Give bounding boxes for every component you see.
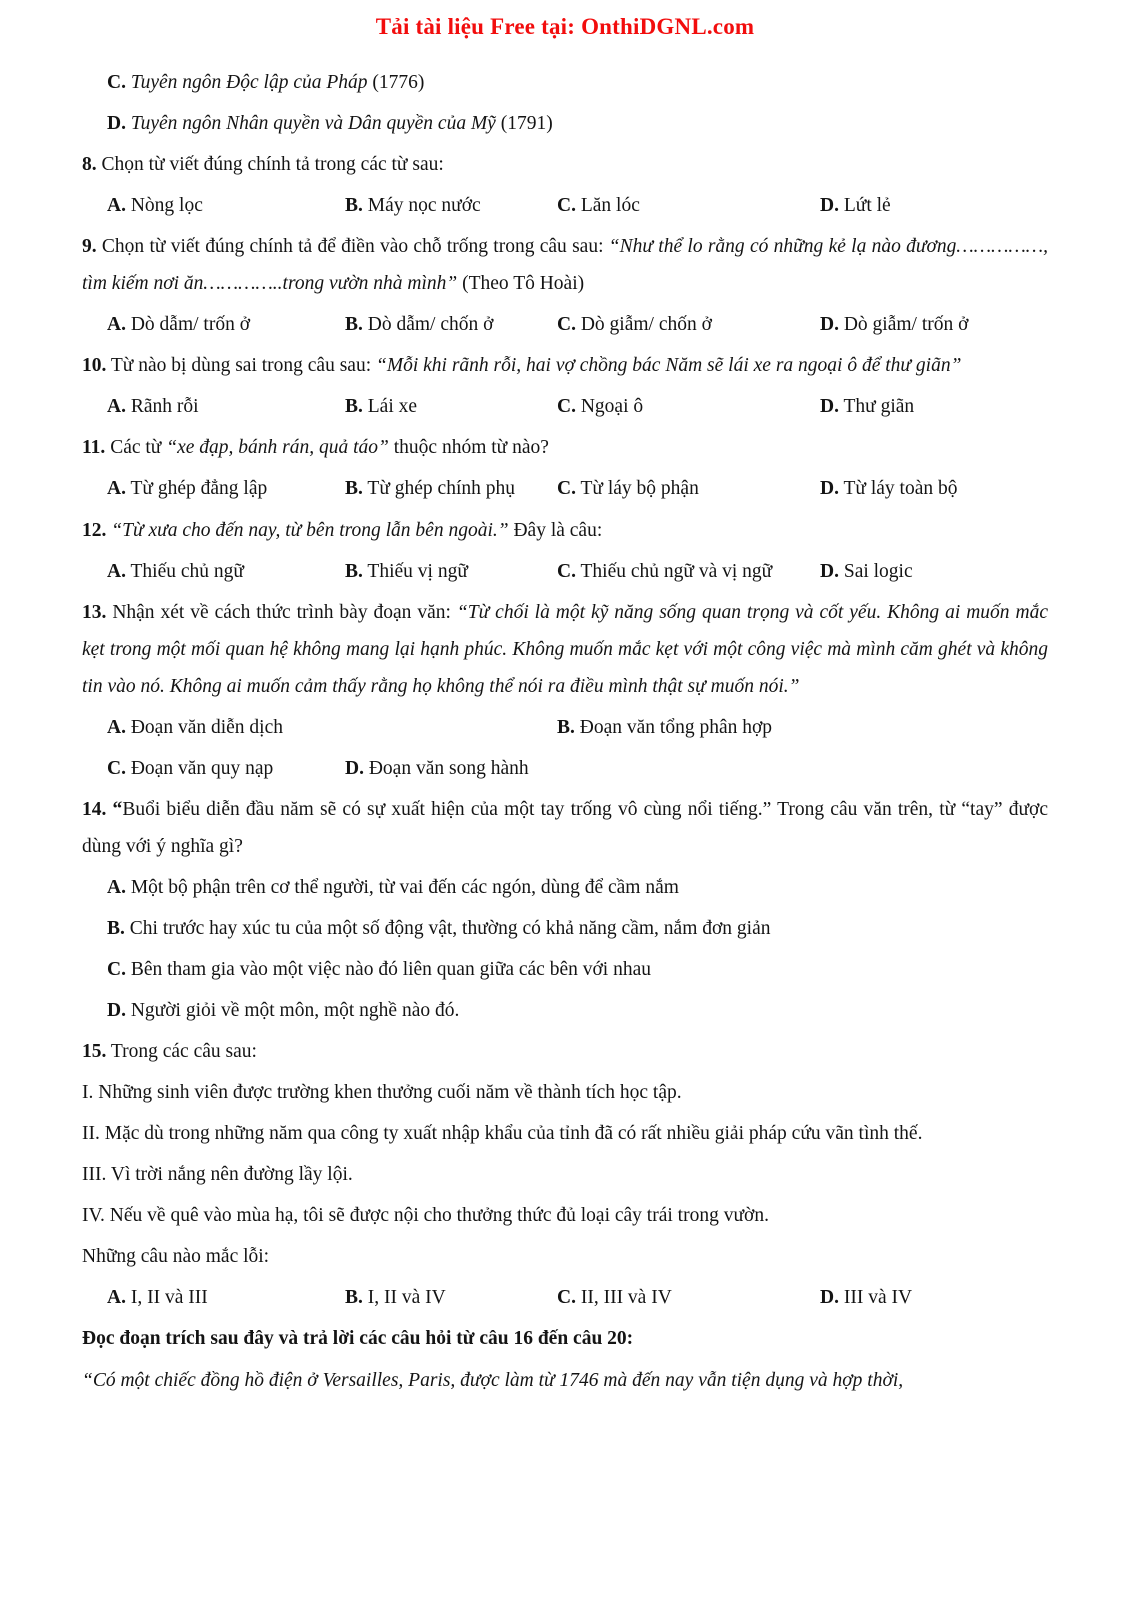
option-text: (1791) [495, 113, 553, 135]
question-text: Đây là câu: [508, 519, 603, 541]
option-c [107, 750, 345, 787]
option-b [557, 709, 1048, 746]
option-label: C. [107, 72, 126, 93]
question-15-sentence-1: I. Những sinh viên được trường khen thưởng cuối năm về thành tích học tập. [82, 1082, 682, 1104]
question-text: Trong các câu sau: [106, 1041, 257, 1063]
option-d [820, 1279, 1048, 1316]
question-15-sentence-2: II. Mặc dù trong những năm qua công ty xuất nhập khẩu của tỉnh đã có rất nhiều giải pháp cứu vãn tình thế. [82, 1123, 923, 1145]
question-text: Chọn từ viết đúng chính tả trong các từ sau: [96, 154, 444, 176]
option-b [345, 187, 557, 224]
option-text: Dò dẫm/ chốn ở [362, 314, 494, 336]
option-label: C. [557, 396, 576, 418]
question-14-option-b [82, 910, 1048, 947]
option-b [345, 388, 557, 425]
option-text: Nòng lọc [125, 195, 203, 217]
option-text: Lái xe [362, 396, 418, 418]
option-c [557, 1279, 820, 1316]
option-label: A. [107, 560, 126, 582]
question-13-options-row-2 [82, 750, 1048, 787]
option-label: D. [820, 396, 839, 418]
option-text: Dò dẫm/ trốn ở [125, 314, 251, 336]
question-12-stem [82, 512, 1048, 549]
option-text: I, II và IV [362, 1287, 446, 1309]
option-a [107, 306, 345, 343]
option-label: A. [107, 314, 126, 336]
option-a [107, 388, 345, 425]
option-text: Đoạn văn song hành [363, 757, 529, 779]
question-quote: “xe đạp, bánh rán, quả táo” [166, 437, 389, 459]
option-text: III và IV [838, 1287, 913, 1309]
option-c [557, 306, 820, 343]
option-label: B. [345, 1287, 363, 1309]
option-c [557, 187, 820, 224]
option-label: A. [107, 1287, 126, 1309]
question-text: Chọn từ viết đúng chính tả để điền vào chỗ trống trong câu sau: [96, 236, 609, 258]
question-text: (Theo Tô Hoài) [457, 273, 585, 295]
option-label: D. [345, 757, 364, 779]
option-text: Từ ghép chính phụ [362, 478, 515, 500]
option-text: Lăn lóc [575, 195, 640, 217]
question-11-options [82, 470, 1048, 507]
option-text: Thiếu vị ngữ [362, 560, 468, 582]
question-text: Từ nào bị dùng sai trong câu sau: [106, 355, 376, 377]
option-text: Sai logic [838, 560, 913, 582]
question-9-options [82, 306, 1048, 343]
question-number: 15. [82, 1041, 107, 1063]
option-text: I, II và III [125, 1287, 208, 1309]
option-label: D. [820, 314, 839, 336]
option-label: B. [345, 314, 363, 336]
option-label: B. [345, 560, 363, 582]
option-label: D. [107, 1000, 126, 1022]
option-text: Rãnh rỗi [125, 396, 199, 418]
question-number: 11. [82, 437, 106, 459]
option-text: II, III và IV [575, 1287, 672, 1309]
option-text: Máy nọc nước [362, 195, 481, 217]
question-number: 10. [82, 355, 107, 377]
option-label: B. [345, 195, 363, 217]
question-9-stem [82, 228, 1048, 302]
option-label: C. [557, 314, 576, 336]
option-label: B. [557, 716, 575, 738]
question-number: 12. [82, 519, 107, 541]
option-label: B. [345, 478, 363, 500]
option-c [557, 470, 820, 507]
option-label: C. [557, 195, 576, 217]
option-text: Từ ghép đẳng lập [125, 478, 268, 500]
question-quote: “Như thể lo rằng có những kẻ lạ nào đương……………, tìm kiếm nơi ăn…………..trong vườn nhà mình” [82, 236, 1048, 295]
prev-question-option-d [82, 105, 1048, 142]
question-text: Nhận xét về cách thức trình bày đoạn văn: [106, 601, 457, 623]
option-d [820, 470, 1048, 507]
option-text: Một bộ phận trên cơ thể người, từ vai đến các ngón, dùng để cầm nắm [125, 876, 679, 898]
option-text: Lứt lẻ [838, 195, 891, 217]
option-b [345, 306, 557, 343]
option-text: Chi trước hay xúc tu của một số động vật, thường có khả năng cầm, nắm đơn giản [124, 917, 771, 939]
option-label: B. [345, 396, 363, 418]
question-text: Các từ [105, 437, 167, 459]
site-banner: Tải tài liệu Free tại: OnthiDGNL.com [375, 14, 755, 39]
question-8-stem [82, 146, 1048, 183]
question-number: 13. [82, 601, 107, 623]
option-label: A. [107, 396, 126, 418]
option-text: Thiếu chủ ngữ [125, 560, 244, 582]
question-12-options [82, 553, 1048, 590]
option-label: A. [107, 195, 126, 217]
option-a [107, 470, 345, 507]
option-c [557, 388, 820, 425]
option-text: Dò giẫm/ chốn ở [575, 314, 712, 336]
option-text-italic: Tuyên ngôn Nhân quyền và Dân quyền của Mỹ [130, 113, 496, 135]
question-8-options [82, 187, 1048, 224]
option-label: D. [820, 195, 839, 217]
option-b [345, 470, 557, 507]
passage-text-italic: “Có một chiếc đồng hồ điện ở Versailles, Paris, được làm từ 1746 mà đến nay vẫn tiện dụng và hợp thời, [82, 1369, 904, 1391]
option-b [345, 553, 557, 590]
option-text: Dò giẫm/ trốn ở [838, 314, 969, 336]
option-text: Từ láy toàn bộ [838, 478, 958, 500]
question-quote: “Từ chối là một kỹ năng sống quan trọng và cốt yếu. Không ai muốn mắc kẹt trong một mối quan hệ không mang lại hạnh phúc. Không muốn mắc kẹt với một công việc mà mình căm ghét và không tin vào nó. Không ai muốn cảm thấy rằng họ không thể nói ra điều mình thật sự muốn nói.” [82, 601, 1048, 697]
question-15-stem [82, 1033, 1048, 1070]
option-label: D. [107, 113, 126, 135]
option-label: C. [557, 478, 576, 500]
option-d [820, 187, 1048, 224]
question-number: 9. [82, 236, 97, 258]
option-label: C. [107, 959, 126, 981]
question-10-options [82, 388, 1048, 425]
option-text: Đoạn văn diễn dịch [125, 716, 284, 738]
question-14-option-a [82, 869, 1048, 906]
option-label: B. [107, 917, 125, 939]
option-a [107, 1279, 345, 1316]
option-label: D. [820, 1287, 839, 1309]
question-text: thuộc nhóm từ nào? [388, 437, 549, 459]
option-text: Thư giãn [838, 396, 915, 418]
option-text: Từ láy bộ phận [575, 478, 699, 500]
question-text: Buổi biểu diễn đầu năm sẽ có sự xuất hiện của một tay trống vô cùng nổi tiếng.” Trong câu văn trên, từ “tay” được dùng với ý nghĩa gì? [82, 798, 1049, 857]
option-label: C. [557, 1287, 576, 1309]
question-15-sentence-3: III. Vì trời nắng nên đường lầy lội. [82, 1164, 353, 1186]
question-15-prompt: Những câu nào mắc lỗi: [82, 1246, 270, 1268]
option-text: Bên tham gia vào một việc nào đó liên quan giữa các bên với nhau [125, 959, 651, 981]
option-text: Thiếu chủ ngữ và vị ngữ [575, 560, 773, 582]
question-13-options-row-1 [82, 709, 1048, 746]
option-label: C. [557, 560, 576, 582]
prev-question-option-c [82, 64, 1048, 101]
option-a [107, 553, 345, 590]
option-label: A. [107, 716, 126, 738]
option-text: Người giỏi về một môn, một nghề nào đó. [125, 1000, 460, 1022]
question-number: 8. [82, 154, 97, 176]
option-text: Đoạn văn quy nạp [125, 757, 274, 779]
option-text: (1776) [367, 72, 425, 93]
option-text: Ngoại ô [575, 396, 644, 418]
option-label: A. [107, 478, 126, 500]
option-label: A. [107, 876, 126, 898]
reading-passage-line [82, 1362, 1048, 1399]
question-number: 14. “ [82, 798, 123, 820]
question-11-stem [82, 429, 1048, 466]
question-14-option-d [82, 992, 1048, 1029]
question-13-stem [82, 594, 1048, 705]
option-label: C. [107, 757, 126, 779]
option-b [345, 1279, 557, 1316]
option-label: D. [820, 560, 839, 582]
option-label: D. [820, 478, 839, 500]
option-a [107, 187, 345, 224]
option-text-italic: Tuyên ngôn Độc lập của Pháp [130, 72, 368, 93]
option-d [820, 388, 1048, 425]
question-14-option-c [82, 951, 1048, 988]
question-quote: “Mỗi khi rãnh rỗi, hai vợ chồng bác Năm sẽ lái xe ra ngoại ô để thư giãn” [376, 355, 962, 377]
option-d [820, 553, 1048, 590]
question-14-stem [82, 791, 1048, 865]
option-d [345, 750, 1048, 787]
question-quote: “Từ xưa cho đến nay, từ bên trong lẫn bên ngoài.” [111, 519, 509, 541]
option-a [107, 709, 557, 746]
reading-passage-heading: Đọc đoạn trích sau đây và trả lời các câu hỏi từ câu 16 đến câu 20: [82, 1328, 634, 1350]
option-text: Đoạn văn tổng phân hợp [574, 716, 773, 738]
option-c [557, 553, 820, 590]
question-15-options [82, 1279, 1048, 1316]
question-10-stem [82, 347, 1048, 384]
question-15-sentence-4: IV. Nếu về quê vào mùa hạ, tôi sẽ được nội cho thưởng thức đủ loại cây trái trong vườn. [82, 1205, 769, 1227]
option-d [820, 306, 1048, 343]
